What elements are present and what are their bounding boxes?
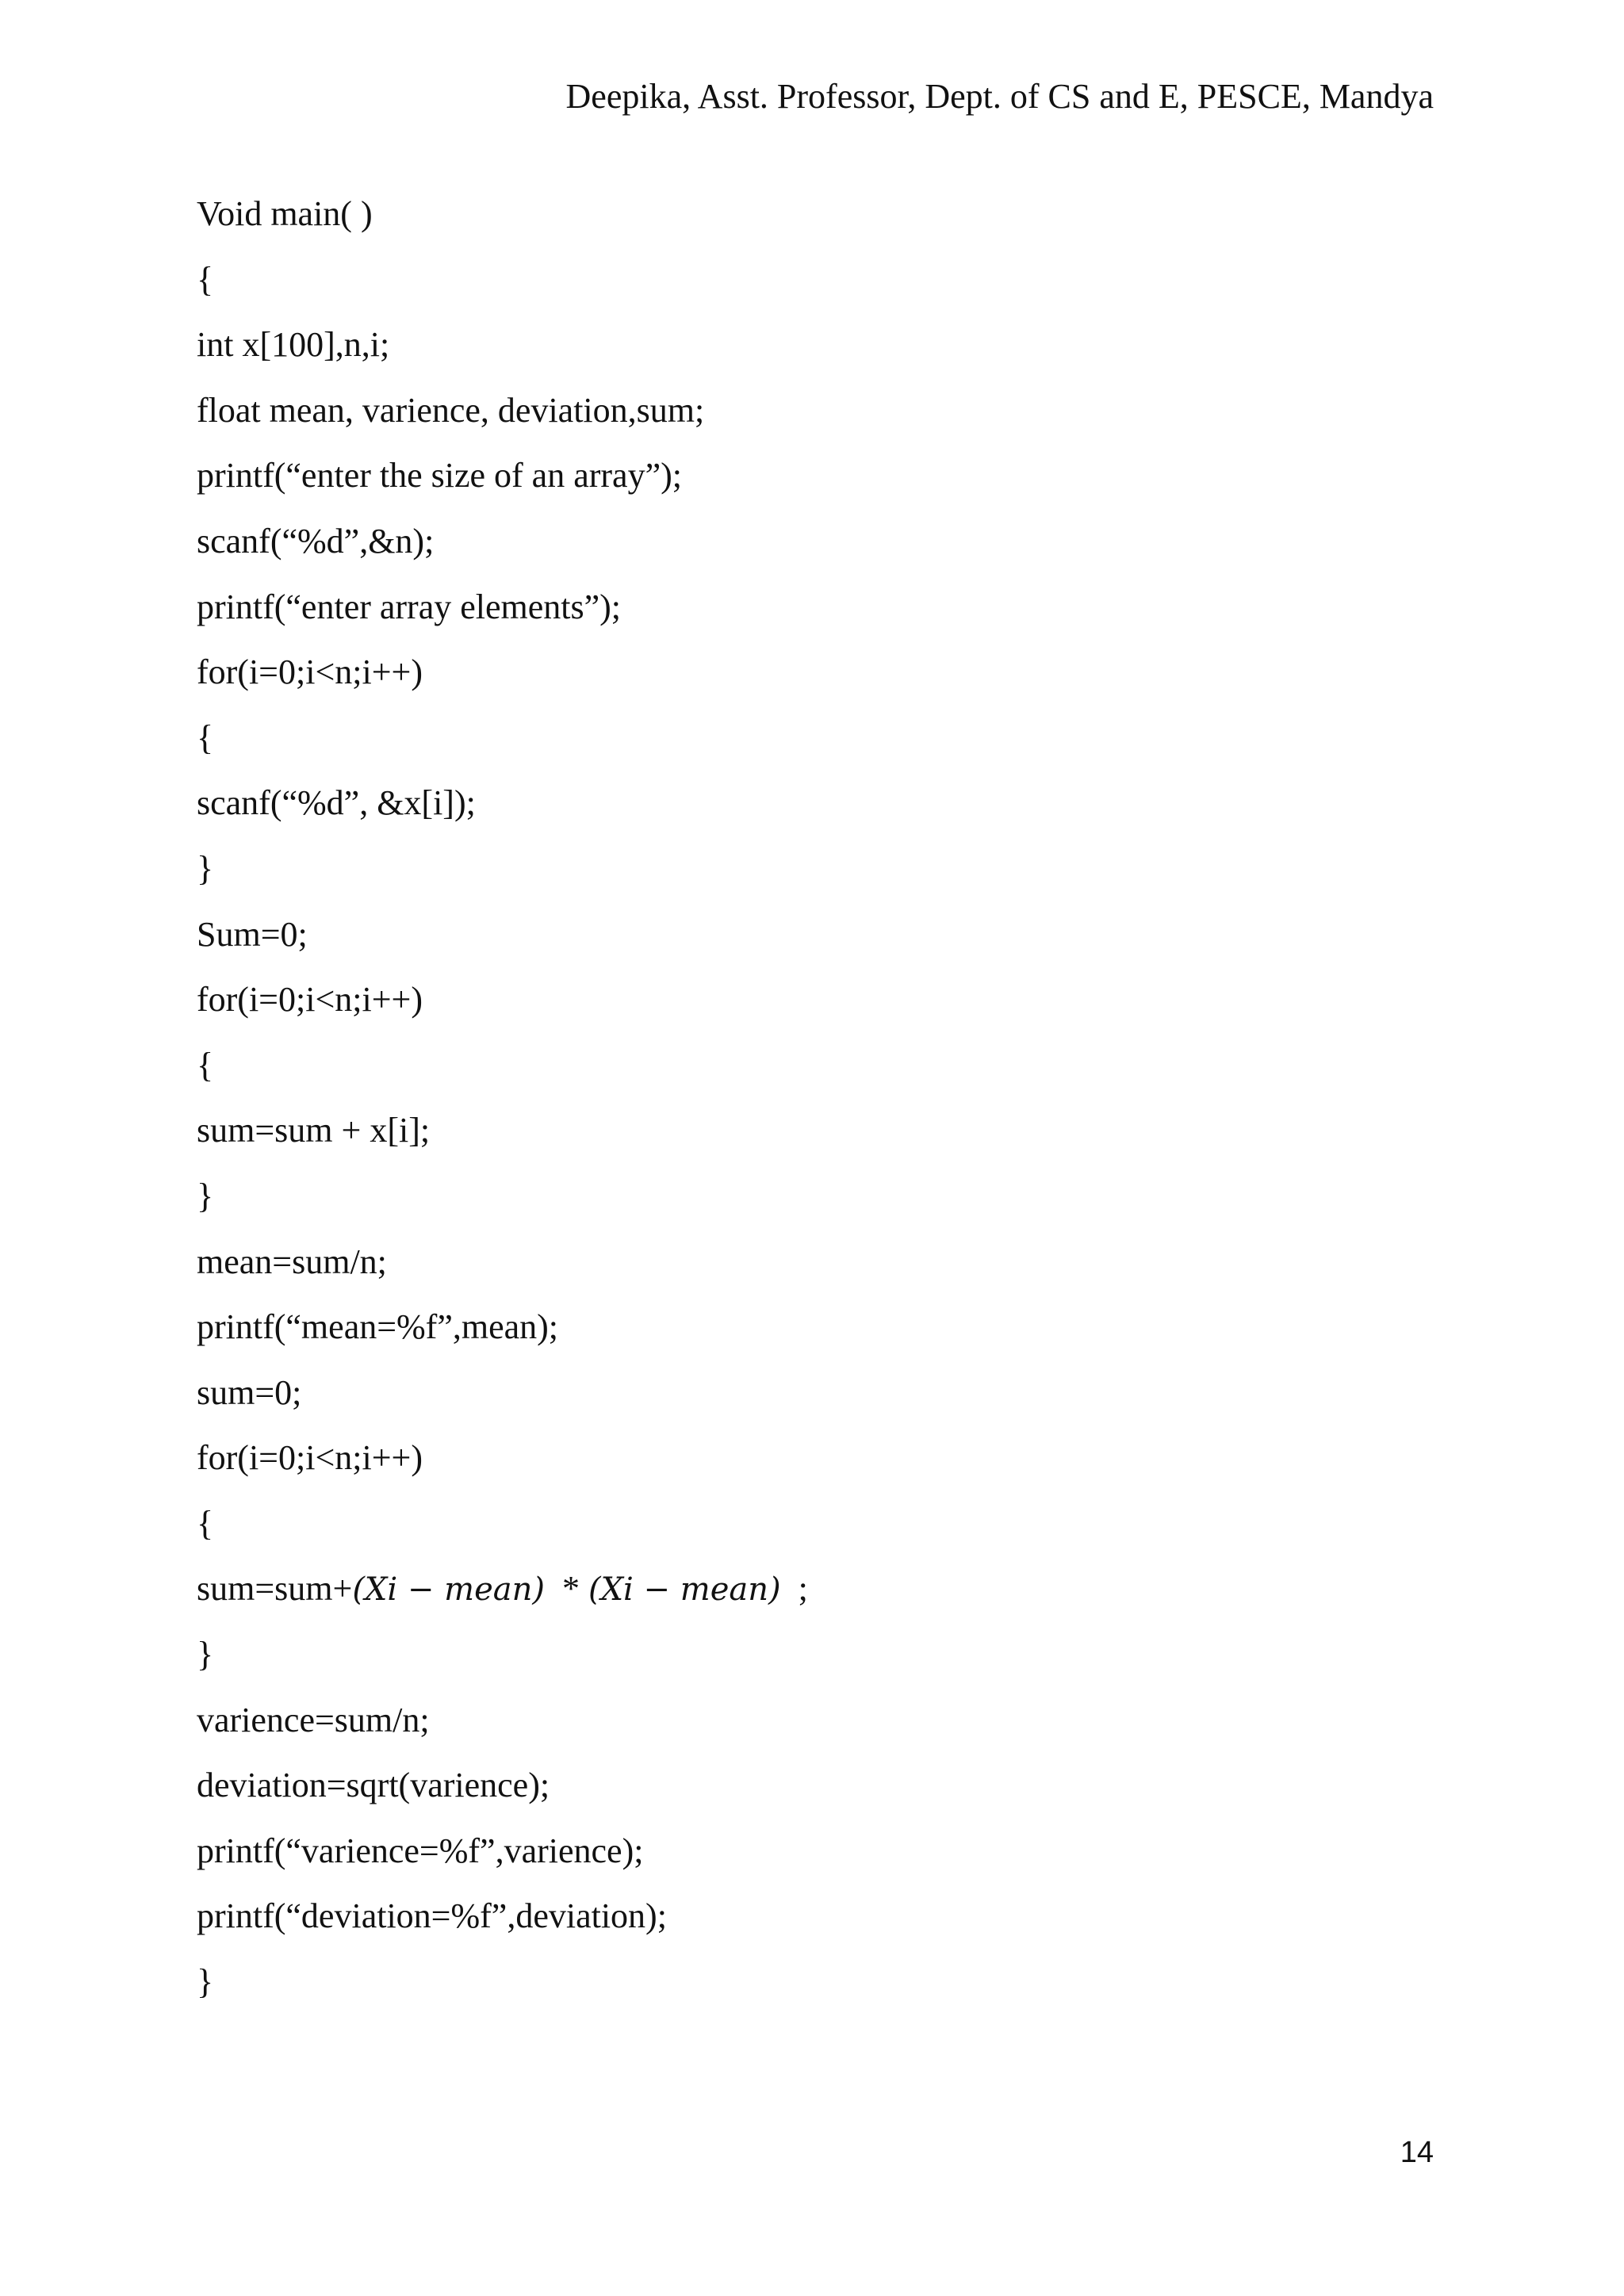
code-line: deviation=sqrt(varience);	[197, 1766, 550, 1805]
code-line: Sum=0;	[197, 914, 308, 954]
formula-prefix: sum=sum+	[197, 1569, 353, 1609]
page-header: Deepika, Asst. Professor, Dept. of CS and E, PESCE, Mandya	[565, 77, 1434, 116]
code-line: }	[197, 1962, 214, 2002]
code-line: mean=sum/n;	[197, 1242, 387, 1281]
code-line: printf(“deviation=%f”,deviation);	[197, 1896, 667, 1936]
code-line: scanf(“%d”, &x[i]);	[197, 783, 476, 823]
code-line: printf(“mean=%f”,mean);	[197, 1307, 559, 1347]
formula-operator: *	[544, 1569, 588, 1609]
code-line: {	[197, 718, 214, 757]
formula-term-1: (Xi − mean)	[352, 1571, 545, 1609]
code-line: for(i=0;i<n;i++)	[197, 980, 423, 1020]
code-line: sum=0;	[197, 1372, 302, 1412]
code-line: varience=sum/n;	[197, 1700, 430, 1739]
code-line: float mean, varience, deviation,sum;	[197, 390, 705, 430]
code-line: }	[197, 1635, 214, 1674]
code-line: printf(“varience=%f”,varience);	[197, 1831, 644, 1870]
page-number: 14	[1400, 2136, 1434, 2169]
code-line: printf(“enter array elements”);	[197, 587, 622, 626]
code-line: int x[100],n,i;	[197, 325, 390, 365]
code-line: scanf(“%d”,&n);	[197, 521, 435, 561]
code-line: for(i=0;i<n;i++)	[197, 1438, 423, 1478]
code-line: {	[197, 1503, 214, 1543]
code-line: }	[197, 1176, 214, 1215]
formula-term-2: (Xi − mean)	[588, 1571, 781, 1609]
code-listing	[197, 190, 1465, 2024]
code-line: }	[197, 848, 214, 888]
code-line: {	[197, 259, 214, 299]
code-line: sum=sum + x[i];	[197, 1111, 431, 1150]
code-line: {	[197, 1045, 214, 1085]
code-line: for(i=0;i<n;i++)	[197, 652, 423, 692]
code-line: printf(“enter the size of an array”);	[197, 456, 682, 496]
code-line-formula	[197, 1565, 1465, 1631]
code-line: Void main( )	[197, 194, 373, 233]
formula-terminator: ;	[780, 1569, 808, 1609]
